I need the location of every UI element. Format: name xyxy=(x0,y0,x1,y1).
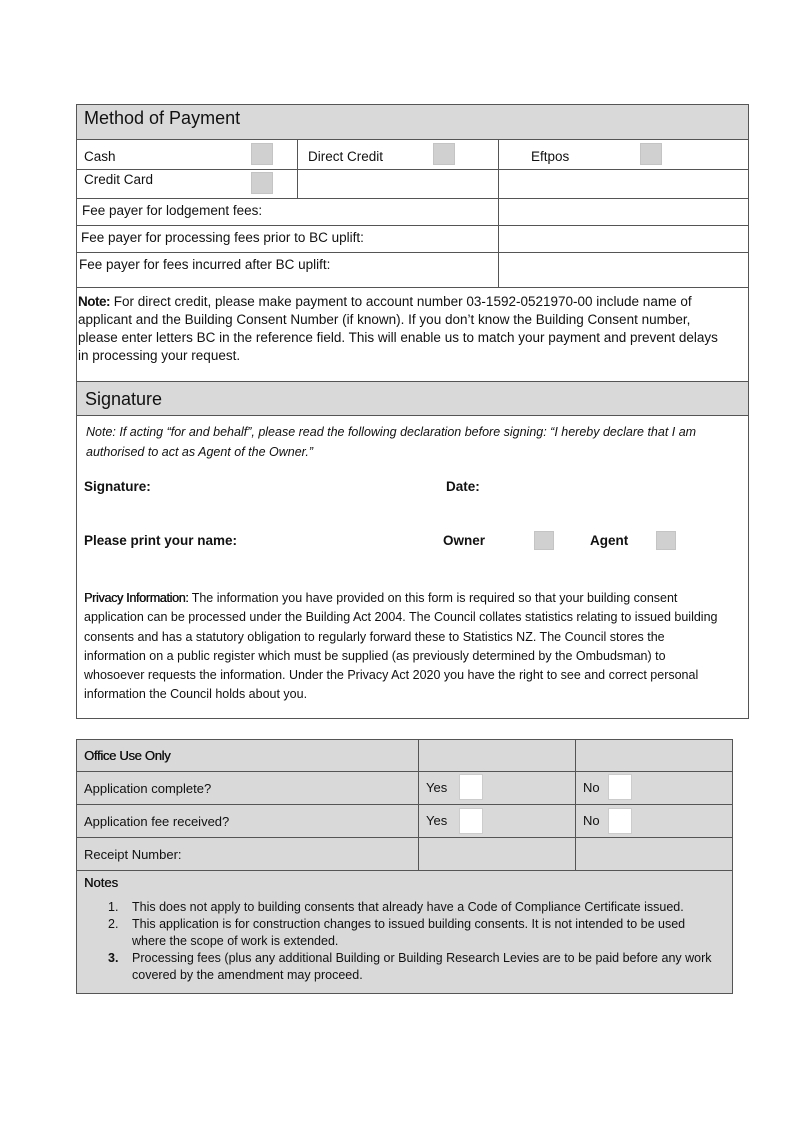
note-item: 3. Processing fees (plus any additional Building or Building Research Levies are to be paid before any work covered by the amendment may proceed. xyxy=(108,951,712,982)
signature-header xyxy=(77,382,748,415)
credit-card-checkbox[interactable] xyxy=(251,172,273,194)
fee-received-no-checkbox[interactable] xyxy=(608,808,632,834)
agent-label: Agent xyxy=(590,533,629,548)
office-use-title: Office Use Only xyxy=(84,748,171,763)
note-item: 1. This does not apply to building consents that already have a Code of Compliance Certificate issued. xyxy=(108,900,684,914)
payment-title: Method of Payment xyxy=(84,108,241,128)
signature-label: Signature: xyxy=(84,479,151,494)
app-complete-no-checkbox[interactable] xyxy=(608,774,632,800)
print-name-field[interactable] xyxy=(240,528,430,554)
app-complete-no-label: No xyxy=(583,780,600,795)
direct-credit-label: Direct Credit xyxy=(308,149,384,164)
cash-label: Cash xyxy=(84,149,116,164)
signature-note: Note: If acting “for and behalf”, please read the following declaration before signing: “I hereby declare that I am authorised to act as Agent of the Owner.” xyxy=(86,425,697,459)
fee-after-uplift-label: Fee payer for fees incurred after BC uplift: xyxy=(79,257,331,272)
payment-note-label: Note: xyxy=(78,294,110,309)
owner-label: Owner xyxy=(443,533,486,548)
app-complete-label: Application complete? xyxy=(84,781,212,796)
date-field[interactable] xyxy=(486,474,736,500)
print-name-label: Please print your name: xyxy=(84,533,238,548)
fee-received-yes-label: Yes xyxy=(426,813,448,828)
owner-checkbox[interactable] xyxy=(534,531,554,550)
payment-note: Note: For direct credit, please make payment to account number 03-1592-0521970-00 include name of applicant and the Building Consent Number (if known). If you don’t know the Building Consent number, please enter letters BC in the reference field. This will enable us to match your payment and prevent delays in processing your request. xyxy=(78,294,718,363)
notes-list xyxy=(76,899,733,984)
fee-received-yes-checkbox[interactable] xyxy=(459,808,483,834)
privacy-information: Privacy Information: The information you have provided on this form is required so that your building consent application can be processed under the Building Act 2004. The Council collates statistics relating to issued building consents and has a statutory obligation to regularly forward these to Statistics NZ. The Council stores the information on a public register which must be supplied (as previously determined by the Ombudsman) to whosoever requests the information. Under the Privacy Act 2020 you have the right to see and correct personal information the Council holds about you. xyxy=(84,591,718,702)
fee-lodgement-label: Fee payer for lodgement fees: xyxy=(82,203,263,218)
app-complete-yes-checkbox[interactable] xyxy=(459,774,483,800)
notes-title: Notes xyxy=(84,875,118,890)
cash-checkbox[interactable] xyxy=(251,143,273,165)
fee-received-no-label: No xyxy=(583,813,600,828)
receipt-number-label: Receipt Number: xyxy=(84,847,182,862)
direct-credit-checkbox[interactable] xyxy=(433,143,455,165)
eftpos-checkbox[interactable] xyxy=(640,143,662,165)
credit-card-label: Credit Card xyxy=(84,172,154,187)
agent-checkbox[interactable] xyxy=(656,531,676,550)
date-label: Date: xyxy=(446,479,480,494)
fee-received-label: Application fee received? xyxy=(84,814,230,829)
signature-field[interactable] xyxy=(160,474,430,500)
eftpos-label: Eftpos xyxy=(531,149,570,164)
note-item: 2. This application is for construction changes to issued building consents. It is not intended to be used where the scope of work is extended. xyxy=(108,917,686,948)
privacy-label: Privacy Information: xyxy=(84,591,189,605)
signature-title: Signature xyxy=(85,389,163,409)
fee-processing-label: Fee payer for processing fees prior to BC uplift: xyxy=(81,230,364,245)
app-complete-yes-label: Yes xyxy=(426,780,448,795)
receipt-number-field[interactable] xyxy=(419,838,732,870)
